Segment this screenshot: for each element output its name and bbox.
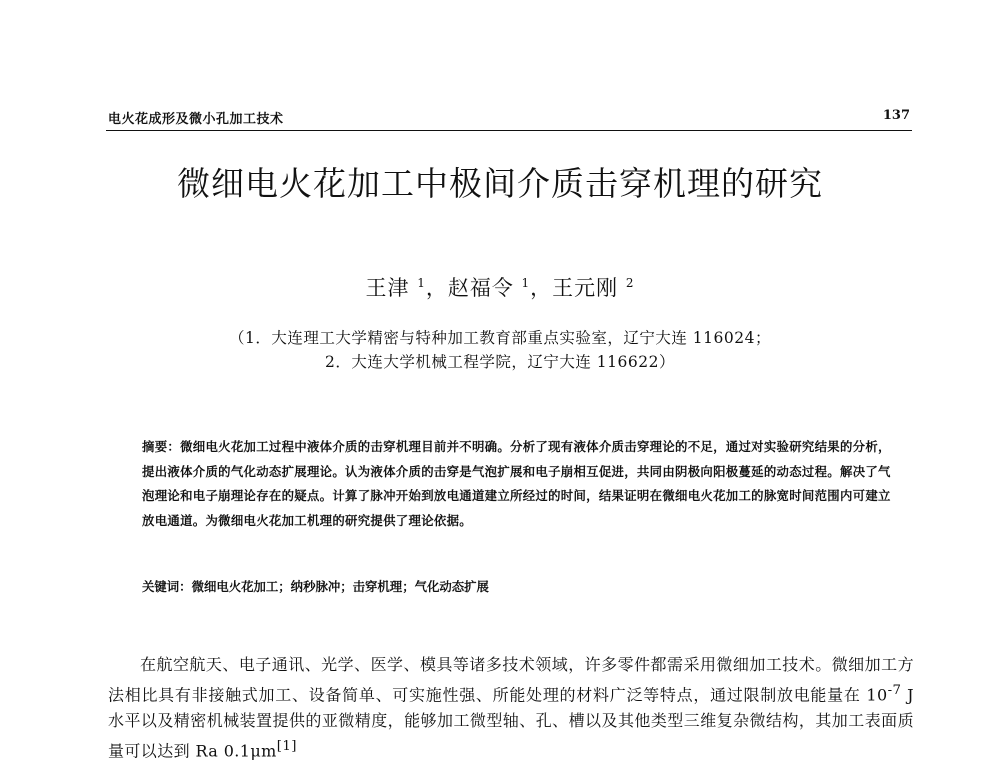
keywords-text: 微细电火花加工；纳秒脉冲；击穿机理；气化动态扩展 xyxy=(191,579,489,594)
abstract-text: 微细电火花加工过程中液体介质的击穿机理目前并不明确。分析了现有液体介质击穿理论的不足，通过对实验研究结果的分析，提出液体介质的气化动态扩展理论。认为液体介质的击穿是气泡扩展和电子崩相互促进，共同由阴极向阳极蔓延的动态过程。解决了气泡理论和电子崩理论存在的疑点。计算了脉冲开始到放电通道建立所经过的时间，结果证明在微细电火花加工的脉宽时间范围内可建立放电通道。为微细电火花加工机理的研究提供了理论依据。 xyxy=(142,439,891,528)
header-section-title: 电火花成形及微小孔加工技术 xyxy=(108,112,284,127)
author-separator: ， xyxy=(425,276,448,300)
intro-text-part: 在航空航天、电子通讯、光学、医学、模具等诸多技术领域，许多零件都需采用微细加工技术。微细加工方法相比具有非接触式加工、设备简单、可实施性强、所能处理的材料广泛等特点，通过限制放电能量在 10 xyxy=(108,655,914,705)
energy-exponent: -7 xyxy=(887,683,902,698)
intro-text-part: J 水平以及精密机械装置提供的亚微精度，能够加工微型轴、孔、槽以及其他类型三维复杂微结构，其加工表面质量可以达到 Ra 0.1μm xyxy=(108,685,914,761)
author-affiliation-mark: 1 xyxy=(521,276,531,290)
author-list xyxy=(0,272,1000,302)
running-header xyxy=(106,108,912,131)
keywords-label: 关键词： xyxy=(142,579,192,594)
author-separator: ， xyxy=(530,276,553,300)
author-affiliation-mark: 2 xyxy=(625,276,635,290)
intro-paragraph xyxy=(108,652,914,765)
affiliation-line-2: 2．大连大学机械工程学院，辽宁大连 116622） xyxy=(325,353,675,371)
abstract xyxy=(142,435,894,533)
abstract-label: 摘要： xyxy=(142,439,181,454)
paper-title: 微细电火花加工中极间介质击穿机理的研究 xyxy=(177,164,823,203)
keywords xyxy=(142,577,894,595)
page-number: 137 xyxy=(882,108,910,123)
citation-mark: [1] xyxy=(276,739,297,755)
body-text xyxy=(108,652,914,765)
affiliation-line-1: （1．大连理工大学精密与特种加工教育部重点实验室，辽宁大连 116024； xyxy=(229,329,771,347)
author-name: 赵福令 xyxy=(447,276,514,300)
author-affiliation-mark: 1 xyxy=(417,276,426,290)
author-name: 王元刚 xyxy=(552,276,619,300)
author-name: 王津 xyxy=(365,276,410,300)
